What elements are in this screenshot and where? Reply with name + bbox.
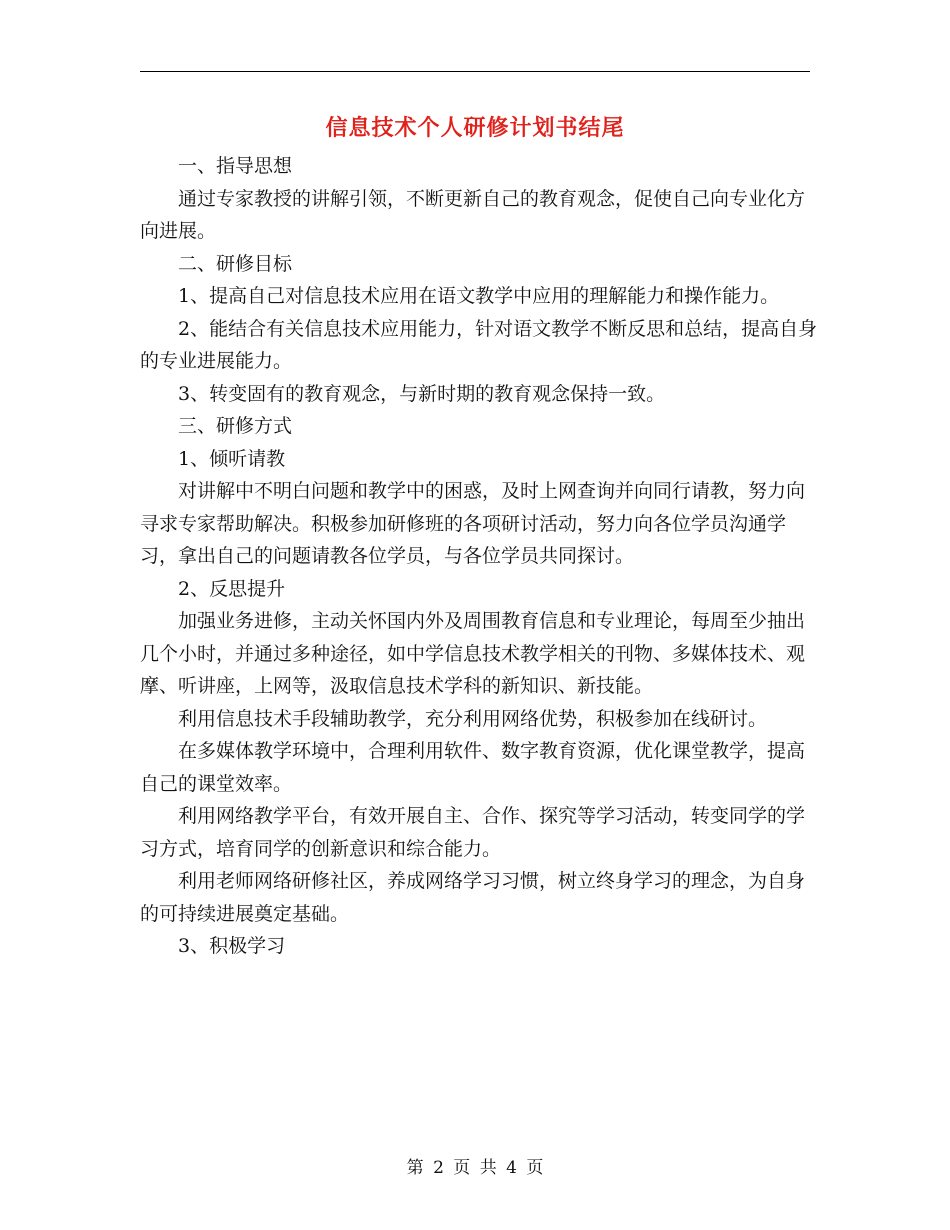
subsection-heading: 1、倾听请教 (178, 447, 286, 470)
paragraph: 加强业务进修，主动关怀国内外及周围教育信息和专业理论，每周至少抽出几个小时，并通过多种途径，如中学信息技术教学相关的刊物、多媒体技术、观摩、听讲座，上网等，汲取信息技术学科的新知识、新技能。 (140, 610, 806, 697)
paragraph: 3、转变固有的教育观念，与新时期的教育观念保持一致。 (178, 382, 666, 405)
section-heading: 三、研修方式 (178, 415, 293, 437)
paragraph: 利用老师网络研修社区，养成网络学习习惯，树立终身学习的理念，为自身的可持续进展奠定基础。 (140, 870, 806, 925)
paragraph: 通过专家教授的讲解引领，不断更新自己的教育观念，促使自己向专业化方向进展。 (140, 187, 806, 242)
page-number: 第 2 页 共 4 页 (406, 1158, 544, 1178)
header-rule (140, 71, 810, 72)
subsection-heading: 2、反思提升 (178, 577, 286, 600)
paragraph: 利用网络教学平台，有效开展自主、合作、探究等学习活动，转变同学的学习方式，培育同学的创新意识和综合能力。 (140, 805, 806, 860)
paragraph: 1、提高自己对信息技术应用在语文教学中应用的理解能力和操作能力。 (178, 285, 780, 307)
section-heading: 一、指导思想 (178, 155, 293, 177)
paragraph: 对讲解中不明白问题和教学中的困惑，及时上网查询并向同行请教，努力向寻求专家帮助解决。积极参加研修班的各项研讨活动，努力向各位学员沟通学习，拿出自己的问题请教各位学员，与各位学员共同探讨。 (140, 480, 806, 567)
paragraph: 2、能结合有关信息技术应用能力，针对语文教学不断反思和总结，提高自身的专业进展能力。 (140, 317, 818, 372)
section-heading: 二、研修目标 (178, 252, 293, 275)
document-title: 信息技术个人研修计划书结尾 (325, 115, 625, 141)
paragraph: 在多媒体教学环境中，合理利用软件、数字教育资源，优化课堂教学，提高自己的课堂效率。 (140, 740, 806, 795)
document-body (140, 150, 820, 963)
subsection-heading: 3、积极学习 (178, 935, 286, 957)
paragraph: 利用信息技术手段辅助教学，充分利用网络优势，积极参加在线研讨。 (178, 707, 768, 730)
